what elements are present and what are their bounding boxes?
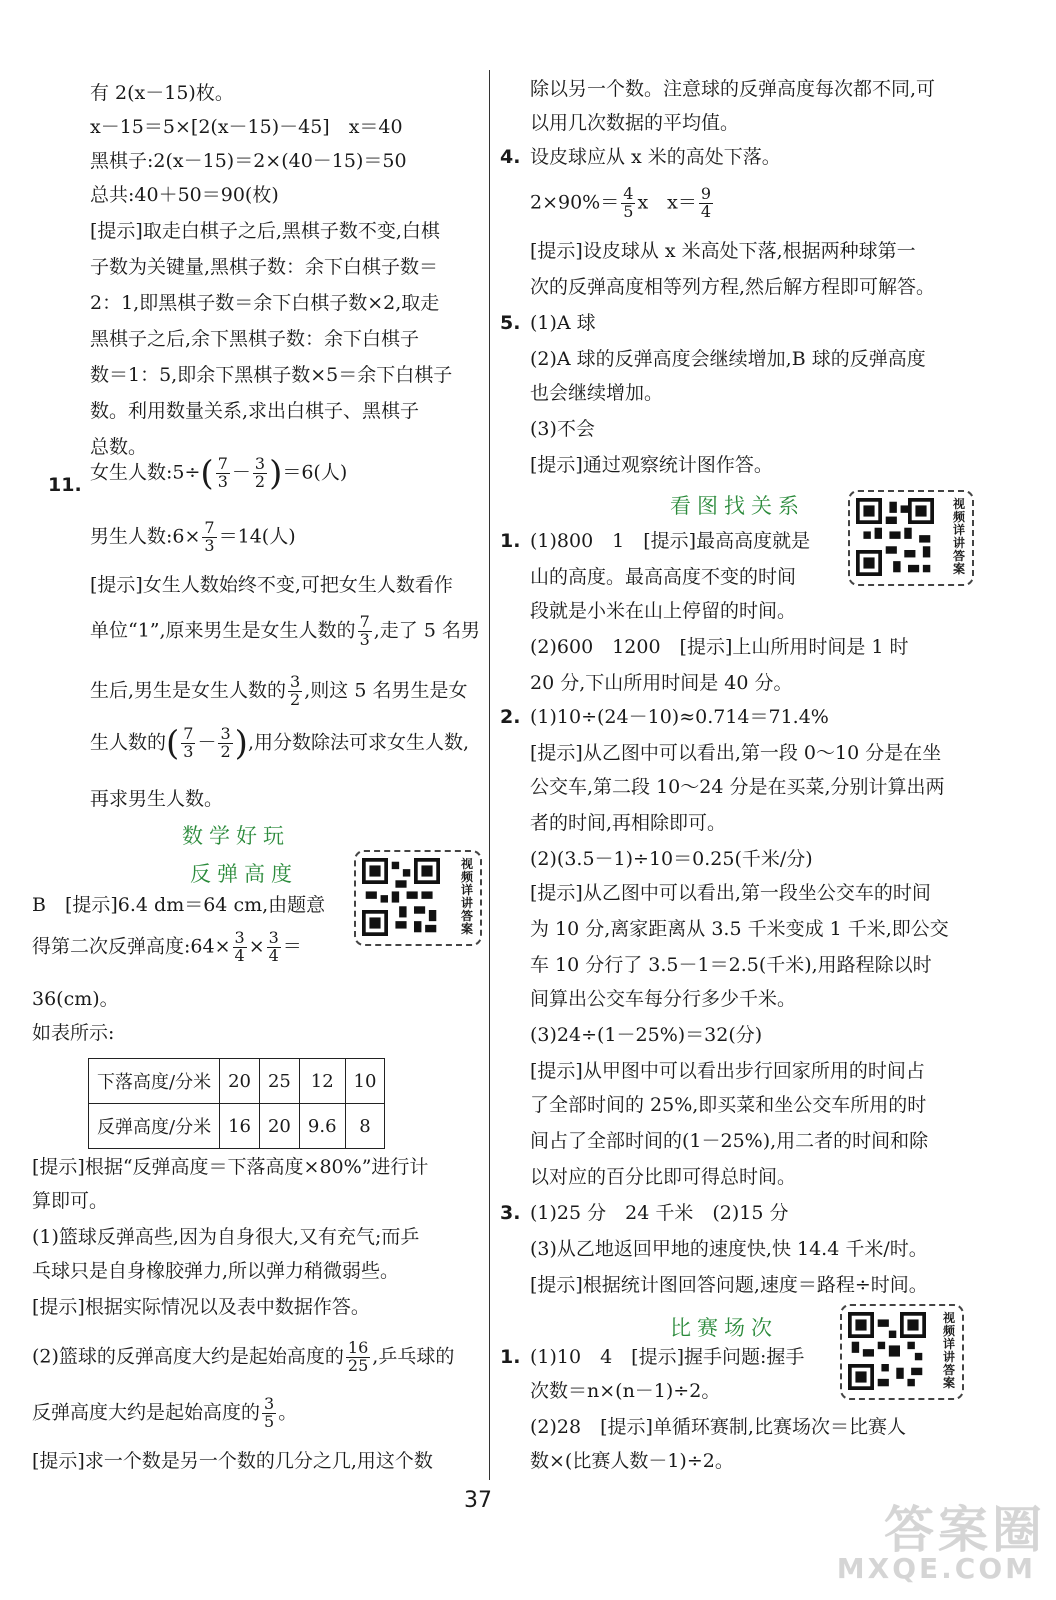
question-number: 4. xyxy=(500,146,521,168)
text-line: (3)24÷(1－25%)＝32(分) xyxy=(530,1024,763,1046)
fraction xyxy=(233,930,247,965)
numerator: 7 xyxy=(183,724,194,743)
qr-code-match[interactable] xyxy=(840,1304,964,1400)
hint-line: 间算出公交车每分行多少千米。 xyxy=(530,988,797,1010)
numerator: 3 xyxy=(254,454,266,473)
fraction xyxy=(216,456,230,491)
fraction xyxy=(253,456,267,491)
table-cell: 20 xyxy=(259,1104,299,1149)
text-line: (1)10 4 [提示]握手问题:握手 xyxy=(530,1346,805,1368)
numerator: 3 xyxy=(268,928,279,947)
hint-line: [提示]求一个数是另一个数的几分之几,用这个数 xyxy=(32,1450,433,1472)
text-line: (3)不会 xyxy=(530,418,595,440)
denominator: 2 xyxy=(220,741,231,761)
fraction xyxy=(181,726,195,761)
page-number: 37 xyxy=(464,1488,492,1513)
text-line: (1)篮球反弹高些,因为自身很大,又有充气;而乒 xyxy=(32,1226,420,1248)
text: 单位“1”,原来男生是女生人数的 xyxy=(90,619,356,642)
text: (2)篮球的反弹高度大约是起始高度的 xyxy=(32,1345,344,1368)
numerator: 3 xyxy=(234,928,245,947)
question-number: 3. xyxy=(500,1202,521,1224)
hint-line: 公交车,第二段 10～24 分是在买菜,分别计算出两 xyxy=(530,776,945,798)
question-number: 1. xyxy=(500,1346,521,1368)
table-cell: 25 xyxy=(259,1059,299,1104)
text-line: 除以另一个数。注意球的反弹高度每次都不同,可 xyxy=(530,78,936,100)
question-number: 2. xyxy=(500,706,521,728)
text: ,乒乓球的 xyxy=(372,1345,455,1368)
denominator: 3 xyxy=(217,471,228,491)
table-cell: 8 xyxy=(345,1104,385,1149)
text-line: 段就是小米在山上停留的时间。 xyxy=(530,600,797,622)
denominator: 25 xyxy=(347,1355,369,1375)
paren: ) xyxy=(269,453,283,494)
hint-line: 生人数的( $\frac{7}{3}$ － $\frac{3}{2}$ ),用分数除法可求女生人数, xyxy=(90,723,470,764)
text-line: 总共:40＋50＝90(枚) xyxy=(90,184,279,206)
section-title-fun: 数学好玩 xyxy=(182,824,290,848)
fraction xyxy=(262,1396,276,1431)
text-line: 设皮球应从 x 米的高处下落。 xyxy=(530,146,781,168)
table-cell: 下落高度/分米 xyxy=(89,1059,220,1104)
text-line: (2)(3.5－1)÷10＝0.25(千米/分) xyxy=(530,848,813,870)
hint-line: [提示]根据统计图回答问题,速度＝路程÷时间。 xyxy=(530,1274,928,1296)
hint-line: 子数为关键量,黑棋子数：余下白棋子数＝ xyxy=(90,256,439,278)
qr-caption: 视频详讲答案 xyxy=(942,1311,955,1390)
watermark-text: 答案圈 xyxy=(884,1501,1046,1559)
equation-line: 女生人数:5÷( $\frac{7}{3}$ － $\frac{3}{2}$ )＝6(人) xyxy=(90,453,348,494)
hint-line: 为 10 分,离家距离从 3.5 千米变成 1 千米,即公交 xyxy=(530,918,949,940)
qr-code-bounce[interactable] xyxy=(354,850,482,946)
text-line: (3)从乙地返回甲地的速度快,快 14.4 千米/时。 xyxy=(530,1238,928,1260)
numerator: 7 xyxy=(359,612,370,631)
data-table xyxy=(88,1058,385,1149)
hint-line: [提示]从乙图中可以看出,第一段 0～10 分是在坐 xyxy=(530,742,942,764)
table-cell: 反弹高度/分米 xyxy=(89,1104,220,1149)
numerator: 7 xyxy=(204,518,215,537)
qr-icon xyxy=(362,858,440,936)
text-line: B [提示]6.4 dm＝64 cm,由题意 xyxy=(32,894,326,916)
watermark-logo xyxy=(836,1490,1046,1590)
fraction xyxy=(621,186,635,221)
hint-line: 次的反弹高度相等列方程,然后解方程即可解答。 xyxy=(530,276,936,298)
hint-line: 以对应的百分比即可得总时间。 xyxy=(530,1166,797,1188)
hint-line xyxy=(90,674,467,709)
hint-line: 2：1,即黑棋子数＝余下白棋子数×2,取走 xyxy=(90,292,440,314)
text-line: (1)A 球 xyxy=(530,312,596,334)
text-line: 数×(比赛人数－1)÷2。 xyxy=(530,1450,734,1472)
numerator: 3 xyxy=(220,724,231,743)
denominator: 3 xyxy=(204,535,215,555)
text: 女生人数:5÷ xyxy=(90,461,201,484)
denominator: 2 xyxy=(290,689,301,709)
section-title-graph: 看图找关系 xyxy=(670,494,805,518)
text: ,则这 5 名男生是女 xyxy=(304,679,468,702)
numerator: 9 xyxy=(700,184,712,203)
hint-line: 数。利用数量关系,求出白棋子、黑棋子 xyxy=(90,400,420,422)
hint-line: 车 10 分行了 3.5－1＝2.5(千米),用路程除以时 xyxy=(530,954,932,976)
hint-line: 了全部时间的 25%,即买菜和坐公交车所用的时 xyxy=(530,1094,927,1116)
section-title-match: 比赛场次 xyxy=(670,1316,778,1340)
question-number: 11. xyxy=(48,474,82,496)
question-number: 1. xyxy=(500,530,521,552)
qr-caption: 视频详讲答案 xyxy=(460,857,473,936)
text-line: 乓球只是自身橡胶弹力,所以弹力稍微弱些。 xyxy=(32,1260,400,1282)
text-line xyxy=(32,1396,297,1431)
equation-line: 得第二次反弹高度:64× $\frac{3}{4}$ × $\frac{3}{4}$ ＝ xyxy=(32,928,302,965)
denominator: 2 xyxy=(254,471,266,491)
numerator: 3 xyxy=(264,1394,275,1413)
fraction xyxy=(202,520,216,555)
qr-icon xyxy=(848,1312,926,1390)
table-row xyxy=(89,1059,385,1104)
hint-line: 数＝1：5,即余下黑棋子数×5＝余下白棋子 xyxy=(90,364,453,386)
text: x x＝ xyxy=(637,191,697,214)
paren: ( xyxy=(166,723,180,764)
equation-line xyxy=(90,520,296,555)
table-cell: 20 xyxy=(220,1059,260,1104)
hint-line: [提示]从乙图中可以看出,第一段坐公交车的时间 xyxy=(530,882,931,904)
denominator: 3 xyxy=(359,629,370,649)
text-line: (1)10÷(24－10)≈0.714＝71.4% xyxy=(530,706,829,728)
numerator: 7 xyxy=(217,454,228,473)
hint-line: [提示]根据“反弹高度＝下落高度×80%”进行计 xyxy=(32,1156,429,1178)
column-divider xyxy=(489,70,490,1480)
table-cell: 9.6 xyxy=(299,1104,345,1149)
text-line: (2)A 球的反弹高度会继续增加,B 球的反弹高度 xyxy=(530,348,926,370)
text-line: 20 分,下山所用时间是 40 分。 xyxy=(530,672,793,694)
text-line xyxy=(32,1340,454,1375)
text-line: 黑棋子:2(x－15)＝2×(40－15)＝50 xyxy=(90,150,407,172)
text: 2×90%＝ xyxy=(530,191,620,214)
hint-line: 再求男生人数。 xyxy=(90,788,224,810)
text: 男生人数:6× xyxy=(90,525,201,548)
text: ,用分数除法可求女生人数, xyxy=(247,731,470,754)
text-line: 也会继续增加。 xyxy=(530,382,664,404)
denominator: 5 xyxy=(623,201,634,221)
equation-line xyxy=(530,186,715,221)
text: ＝6(人) xyxy=(282,461,348,484)
qr-code-graph[interactable] xyxy=(848,490,974,586)
paren: ( xyxy=(200,453,214,494)
hint-line: 黑棋子之后,余下黑棋子数：余下白棋子 xyxy=(90,328,420,350)
denominator: 3 xyxy=(183,741,194,761)
text-line: 36(cm)。 xyxy=(32,988,119,1010)
table-cell: 12 xyxy=(299,1059,345,1104)
text-line: 次数＝n×(n－1)÷2。 xyxy=(530,1380,721,1402)
qr-icon xyxy=(856,498,934,576)
table-cell: 10 xyxy=(345,1059,385,1104)
watermark-url: MXQE.COM xyxy=(836,1552,1036,1585)
hint-line: 者的时间,再相除即可。 xyxy=(530,812,727,834)
hint-line: [提示]女生人数始终不变,可把女生人数看作 xyxy=(90,574,453,596)
hint-line: 算即可。 xyxy=(32,1190,109,1212)
text: 反弹高度大约是起始高度的 xyxy=(32,1401,261,1424)
table-row xyxy=(89,1104,385,1149)
text-line: 山的高度。最高高度不变的时间 xyxy=(530,566,797,588)
numerator: 4 xyxy=(623,184,634,203)
text-line: (2)600 1200 [提示]上山所用时间是 1 时 xyxy=(530,636,909,658)
fraction xyxy=(358,614,372,649)
denominator: 5 xyxy=(264,1411,275,1431)
hint-line: 间占了全部时间的(1－25%),用二者的时间和除 xyxy=(530,1130,929,1152)
text-line: 如表所示: xyxy=(32,1022,115,1044)
numerator: 3 xyxy=(290,672,301,691)
hint-line: 总数。 xyxy=(90,436,148,458)
text: 得第二次反弹高度:64× xyxy=(32,935,231,958)
fraction xyxy=(218,726,232,761)
hint-line: [提示]根据实际情况以及表中数据作答。 xyxy=(32,1296,370,1318)
denominator: 4 xyxy=(700,201,712,221)
text-line: (1)25 分 24 千米 (2)15 分 xyxy=(530,1202,789,1224)
qr-caption: 视频详讲答案 xyxy=(952,497,965,576)
hint-line: [提示]通过观察统计图作答。 xyxy=(530,454,773,476)
text: ＝14(人) xyxy=(218,525,296,548)
hint-line: [提示]取走白棋子之后,黑棋子数不变,白棋 xyxy=(90,220,440,242)
text: 生后,男生是女生人数的 xyxy=(90,679,287,702)
text-line: 有 2(x－15)枚。 xyxy=(90,82,234,104)
fraction xyxy=(346,1340,370,1375)
text-line: 以用几次数据的平均值。 xyxy=(530,112,740,134)
text-line: (2)28 [提示]单循环赛制,比赛场次＝比赛人 xyxy=(530,1416,906,1438)
paren: ) xyxy=(234,723,248,764)
text: ,走了 5 名男 xyxy=(373,619,480,642)
fraction xyxy=(699,186,713,221)
fraction xyxy=(267,930,281,965)
table-cell: 16 xyxy=(220,1104,260,1149)
denominator: 4 xyxy=(268,945,279,965)
numerator: 16 xyxy=(347,1338,369,1357)
fraction xyxy=(288,674,302,709)
equation-line: x－15＝5×[2(x－15)－45] x＝40 xyxy=(90,116,403,138)
hint-line: [提示]从甲图中可以看出步行回家所用的时间占 xyxy=(530,1060,925,1082)
text: 。 xyxy=(278,1401,298,1424)
hint-line: [提示]设皮球从 x 米高处下落,根据两种球第一 xyxy=(530,240,916,262)
hint-line xyxy=(90,614,480,649)
text-line: (1)800 1 [提示]最高高度就是 xyxy=(530,530,811,552)
denominator: 4 xyxy=(234,945,245,965)
section-title-bounce: 反弹高度 xyxy=(190,862,298,886)
text: 生人数的 xyxy=(90,731,167,754)
question-number: 5. xyxy=(500,312,521,334)
